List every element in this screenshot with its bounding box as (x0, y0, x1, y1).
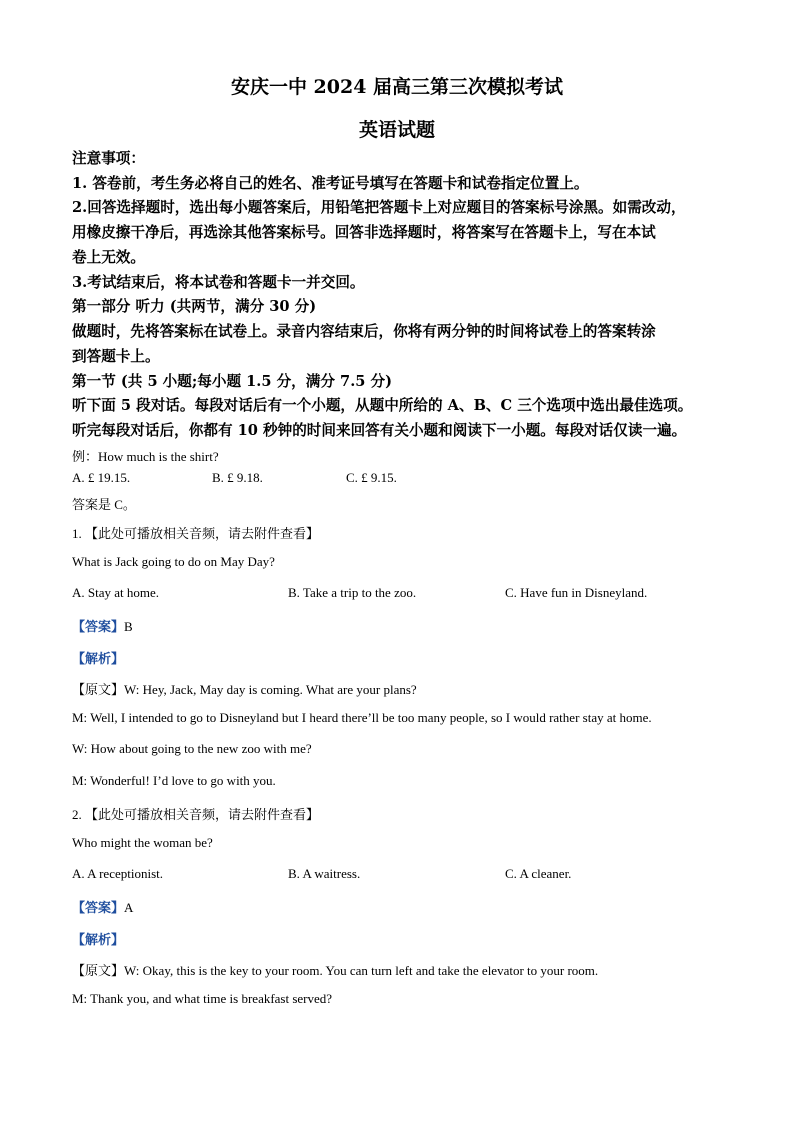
notice-item-2-line-2: 用橡皮擦干净后，再选涂其他答案标号。回答非选择题时，将答案写在答题卡上，写在本试 (72, 224, 656, 241)
q1-analysis-tag: 【解析】 (72, 651, 125, 666)
example-option-b: B. £ 9.18. (212, 470, 263, 485)
q1-answer: B (124, 619, 133, 634)
exam-title: 安庆一中 2024 届高三第三次模拟考试 (230, 76, 564, 98)
q2-answer-row (72, 897, 133, 916)
q2-transcript-line-1 (72, 960, 598, 979)
q1-transcript-line-4: M: Wonderful! I’d love to go with you. (72, 773, 276, 788)
example-option-c: C. £ 9.15. (346, 470, 397, 485)
q1-answer-row (72, 616, 133, 635)
q2-option-a: A. A receptionist. (72, 866, 163, 881)
q2-analysis-tag: 【解析】 (72, 932, 125, 947)
q2-audio-link[interactable]: 2. 【此处可播放相关音频，请去附件查看】 (72, 807, 320, 822)
part1-heading: 第一部分 听力 (共两节，满分 30 分) (72, 298, 317, 315)
q1-answer-tag: 【答案】 (72, 619, 125, 634)
example-option-a: A. £ 19.15. (72, 470, 131, 485)
section1-desc-line-1: 听下面 5 段对话。每段对话后有一个小题，从题中所给的 A、B、C 三个选项中选出最佳选项。 (72, 397, 693, 414)
q2-transcript-line-2: M: Thank you, and what time is breakfast served? (72, 991, 333, 1006)
q1-analysis-row (72, 648, 124, 667)
q2-answer: A (124, 900, 134, 915)
notice-item-2-line-3: 卷上无效。 (72, 249, 145, 266)
q1-question: What is Jack going to do on May Day? (72, 554, 275, 569)
q1-option-b: B. Take a trip to the zoo. (288, 585, 417, 600)
q1-transcript-line-3: W: How about going to the new zoo with me? (72, 741, 312, 756)
notice-item-1: 1. 答卷前，考生务必将自己的姓名、准考证号填写在答题卡和试卷指定位置上。 (72, 175, 589, 192)
q2-answer-tag: 【答案】 (72, 900, 125, 915)
example-answer: 答案是 C。 (72, 497, 136, 512)
q1-audio-link[interactable]: 1. 【此处可播放相关音频，请去附件查看】 (72, 526, 320, 541)
q2-option-c: C. A cleaner. (505, 866, 572, 881)
q1-transcript-line-1 (72, 679, 417, 698)
q2-transcript-text-1: W: Okay, this is the key to your room. You can turn left and take the elevator to your room. (124, 963, 599, 978)
example-question: 例：How much is the shirt? (72, 449, 219, 464)
q2-option-b: B. A waitress. (288, 866, 361, 881)
part1-desc-line-1: 做题时，先将答案标在试卷上。录音内容结束后，你将有两分钟的时间将试卷上的答案转涂 (72, 323, 656, 340)
q1-transcript-line-2: M: Well, I intended to go to Disneyland but I heard there’ll be too many people, so I would rather stay at home. (72, 710, 652, 725)
section1-desc-line-2: 听完每段对话后，你都有 10 秒钟的时间来回答有关小题和阅读下一小题。每段对话仅读一遍。 (72, 422, 687, 439)
section1-heading: 第一节 (共 5 小题;每小题 1.5 分，满分 7.5 分) (72, 373, 393, 390)
q1-transcript-text-1: W: Hey, Jack, May day is coming. What are your plans? (124, 682, 417, 697)
exam-subtitle: 英语试题 (358, 119, 435, 141)
q1-option-a: A. Stay at home. (72, 585, 160, 600)
notice-item-2-line-1: 2.回答选择题时，选出每小题答案后，用铅笔把答题卡上对应题目的答案标号涂黑。如需改动， (72, 199, 686, 216)
notice-item-3: 3.考试结束后，将本试卷和答题卡一并交回。 (72, 274, 365, 291)
q1-transcript-tag: 【原文】 (72, 682, 125, 697)
q2-question: Who might the woman be? (72, 835, 213, 850)
q2-transcript-tag: 【原文】 (72, 963, 125, 978)
part1-desc-line-2: 到答题卡上。 (72, 348, 160, 365)
q1-option-c: C. Have fun in Disneyland. (505, 585, 648, 600)
q2-analysis-row (72, 929, 124, 948)
notice-heading: 注意事项： (72, 150, 145, 167)
